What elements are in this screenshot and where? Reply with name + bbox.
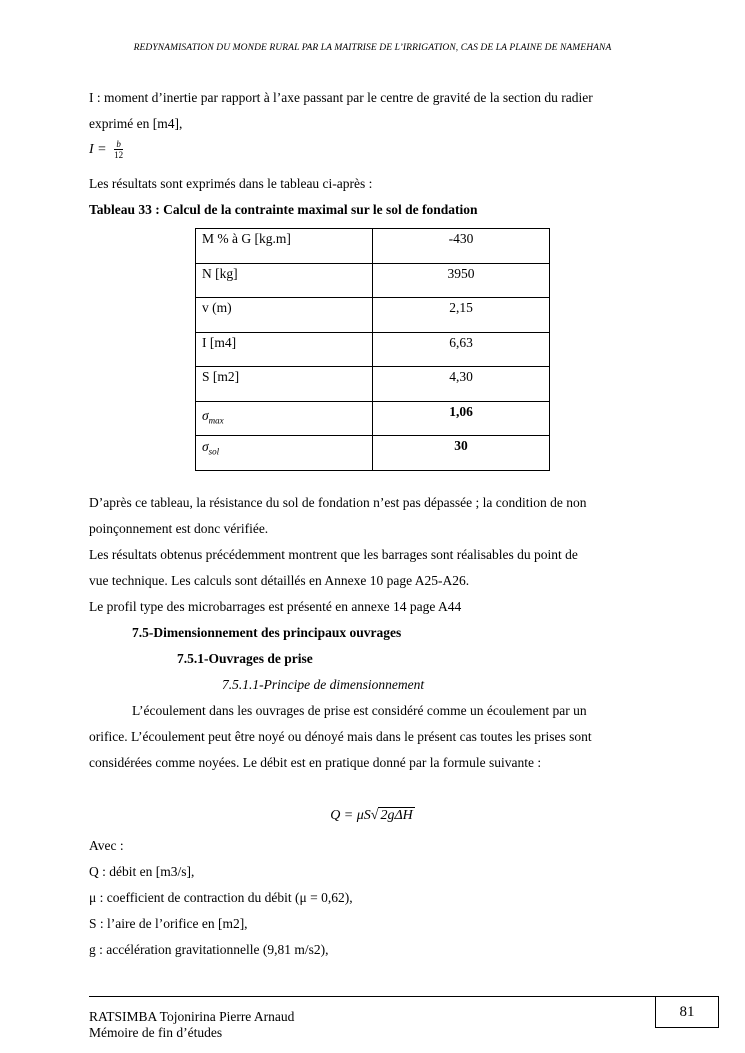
paragraph-1-line-2: poinçonnement est donc vérifiée.	[89, 521, 269, 536]
paragraph-3: Le profil type des microbarrages est présenté en annexe 14 page A44	[89, 599, 462, 614]
sigma-subscript: sol	[208, 446, 220, 457]
formula-q-lhs: Q = μS	[330, 808, 371, 823]
definitions-avec: Avec :	[89, 838, 124, 853]
sqrt-sign: √	[370, 808, 379, 823]
table-caption: Tableau 33 : Calcul de la contrainte maximal sur le sol de fondation	[89, 202, 478, 217]
results-intro: Les résultats sont exprimés dans le tableau ci-après :	[89, 176, 373, 191]
sigma-symbol: σ	[202, 407, 209, 423]
row-value: -430	[373, 229, 550, 264]
row-value: 2,15	[373, 298, 550, 333]
stress-table	[195, 228, 550, 471]
row-label: v (m)	[196, 298, 373, 333]
definition-mu: μ : coefficient de contraction du débit (μ = 0,62),	[89, 890, 353, 905]
footer-author-block	[89, 1009, 294, 1041]
fraction	[114, 139, 123, 161]
row-value: 3950	[373, 263, 550, 298]
formula-lhs: I =	[89, 142, 107, 158]
table-row	[196, 367, 550, 402]
inertia-formula	[89, 139, 123, 161]
paragraph-1-line-1: D’après ce tableau, la résistance du sol de fondation n’est pas dépassée ; la condition de non	[89, 495, 587, 510]
body-line-1: L’écoulement dans les ouvrages de prise est considéré comme un écoulement par un	[132, 703, 587, 718]
row-label: M % à G [kg.m]	[196, 229, 373, 264]
fraction-numerator: b	[114, 139, 123, 150]
intro-line-2: exprimé en [m4],	[89, 116, 183, 131]
page-number: 81	[655, 996, 719, 1028]
table-row-sigma-sol	[196, 436, 550, 471]
row-label: I [m4]	[196, 332, 373, 367]
sigma-max-value: 1,06	[373, 401, 550, 436]
sigma-sol-label	[196, 436, 373, 471]
table-row	[196, 229, 550, 264]
intro-line-1: I : moment d’inertie par rapport à l’axe passant par le centre de gravité de la section du radier	[89, 90, 593, 105]
section-heading-7-5: 7.5-Dimensionnement des principaux ouvrages	[132, 625, 402, 640]
definition-s: S : l’aire de l’orifice en [m2],	[89, 916, 248, 931]
body-line-3: considérées comme noyées. Le débit est en pratique donné par la formule suivante :	[89, 755, 542, 770]
row-label: S [m2]	[196, 367, 373, 402]
row-label: N [kg]	[196, 263, 373, 298]
footer-author: RATSIMBA Tojonirina Pierre Arnaud	[89, 1009, 295, 1024]
formula-q-radicand: 2gΔH	[380, 808, 413, 823]
definition-g: g : accélération gravitationnelle (9,81 m/s2),	[89, 942, 329, 957]
paragraph-2-line-1: Les résultats obtenus précédemment montrent que les barrages sont réalisables du point de	[89, 547, 578, 562]
sigma-symbol: σ	[202, 439, 209, 454]
table-row	[196, 332, 550, 367]
definition-q: Q : débit en [m3/s],	[89, 864, 195, 879]
row-value: 6,63	[373, 332, 550, 367]
section-heading-7-5-1: 7.5.1-Ouvrages de prise	[177, 651, 313, 666]
discharge-formula	[0, 808, 745, 824]
sigma-subscript: max	[208, 415, 224, 426]
body-line-2: orifice. L’écoulement peut être noyé ou dénoyé mais dans le présent cas toutes les prises sont	[89, 729, 592, 744]
footer-divider	[89, 996, 656, 997]
row-value: 4,30	[373, 367, 550, 402]
table-row	[196, 263, 550, 298]
fraction-denominator: 12	[114, 150, 124, 160]
table-row	[196, 298, 550, 333]
sigma-sol-value: 30	[373, 436, 550, 471]
running-header: REDYNAMISATION DU MONDE RURAL PAR LA MAITRISE DE L’IRRIGATION, CAS DE LA PLAINE DE NAMEHANA	[133, 43, 612, 53]
paragraph-2-line-2: vue technique. Les calculs sont détaillés en Annexe 10 page A25-A26.	[89, 573, 470, 588]
sigma-max-label	[196, 401, 373, 436]
table-row-sigma-max	[196, 401, 550, 436]
section-heading-7-5-1-1: 7.5.1.1-Principe de dimensionnement	[222, 677, 425, 692]
footer-subtitle: Mémoire de fin d’études	[89, 1025, 223, 1040]
